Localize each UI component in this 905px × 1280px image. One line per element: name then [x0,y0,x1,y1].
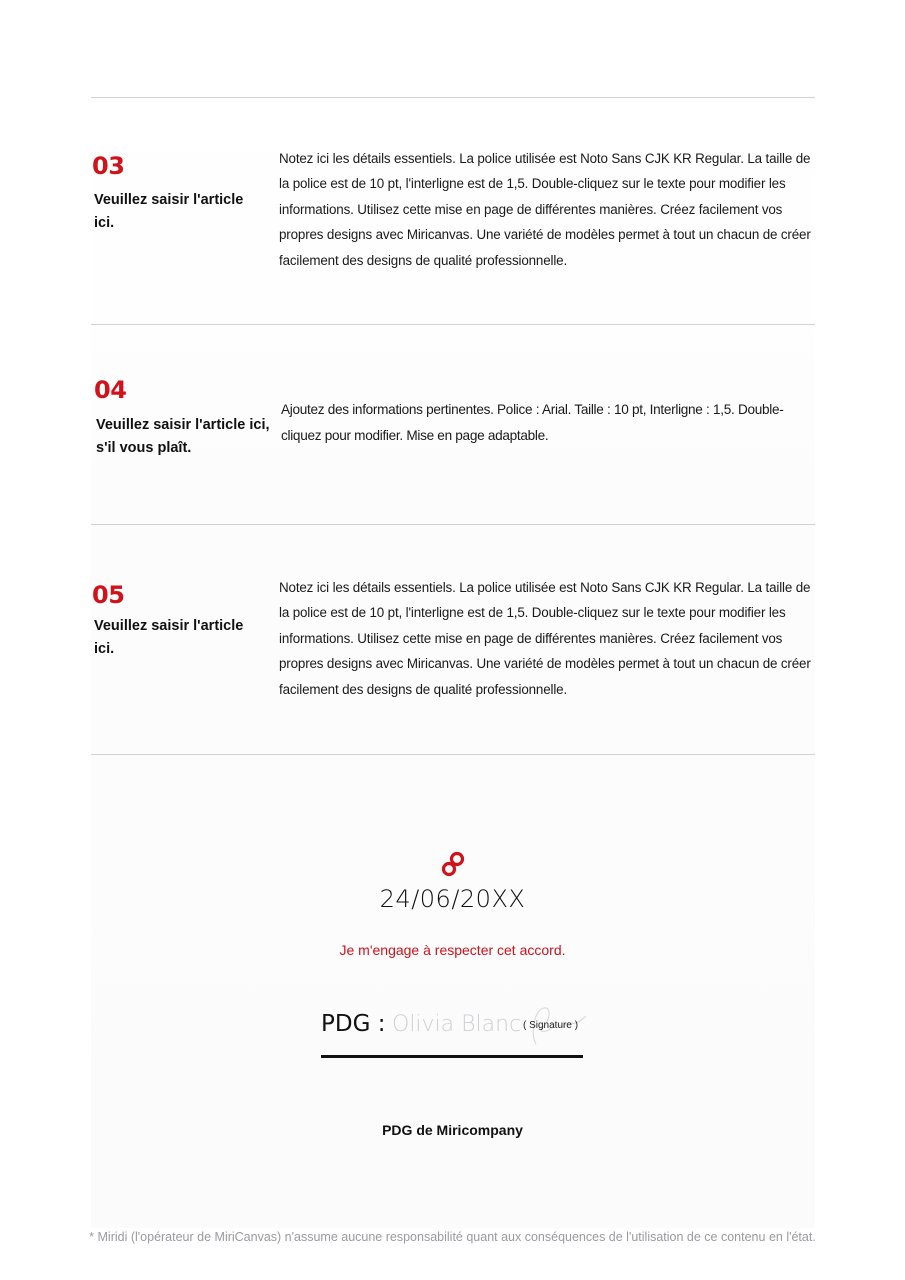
article-body[interactable]: Ajoutez des informations pertinentes. Police : Arial. Taille : 10 pt, Interligne : 1,5. Double-cliquez pour modifier. Mise en page adaptable. [281,402,784,443]
divider [91,524,815,525]
article-body[interactable]: Notez ici les détails essentiels. La police utilisée est Noto Sans CJK KR Regular. La taille de la police est de 10 pt, l'interligne est de 1,5. Double-cliquez sur le texte pour modifier les informations. Utilisez cette mise en page de différentes manières. Créez facilement vos propres designs avec Miricanvas. Une variété de modèles permet à tout un chacun de créer facilement des designs de qualité professionnelle. [279,151,811,268]
signer-name[interactable]: Olivia Blanc [392,1012,522,1037]
article-body[interactable]: Notez ici les détails essentiels. La police utilisée est Noto Sans CJK KR Regular. La taille de la police est de 10 pt, l'interligne est de 1,5. Double-cliquez sur le texte pour modifier les informations. Utilisez cette mise en page de différentes manières. Créez facilement vos propres designs avec Miricanvas. Une variété de modèles permet à tout un chacun de créer facilement des designs de qualité professionnelle. [279,580,811,697]
article-number: 05 [92,581,125,609]
article-heading[interactable]: Veuillez saisir l'article ici. [94,618,244,657]
article-heading[interactable]: Veuillez saisir l'article ici, s'il vous plaît. [96,417,270,456]
article-heading[interactable]: Veuillez saisir l'article ici. [94,192,244,231]
pledge-text[interactable]: Je m'engage à respecter cet accord. [339,942,566,958]
divider [91,324,815,325]
agreement-date[interactable]: 24/06/20XX [379,885,526,913]
article-number: 04 [94,376,127,404]
signature-field[interactable] [321,1008,583,1048]
signer-label: PDG : [321,1011,386,1037]
article-number: 03 [92,152,125,180]
logo [0,850,905,880]
divider [91,754,815,755]
infinity-link-icon [438,850,468,880]
divider [91,97,815,98]
signer-title[interactable]: PDG de Miricompany [382,1122,523,1138]
signature-line [321,1055,583,1058]
disclaimer: * Miridi (l'opérateur de MiriCanvas) n'assume aucune responsabilité quant aux conséquences de l'utilisation de ce contenu en l'état. [89,1230,816,1244]
signature-hint: ( Signature ) [523,1020,579,1031]
